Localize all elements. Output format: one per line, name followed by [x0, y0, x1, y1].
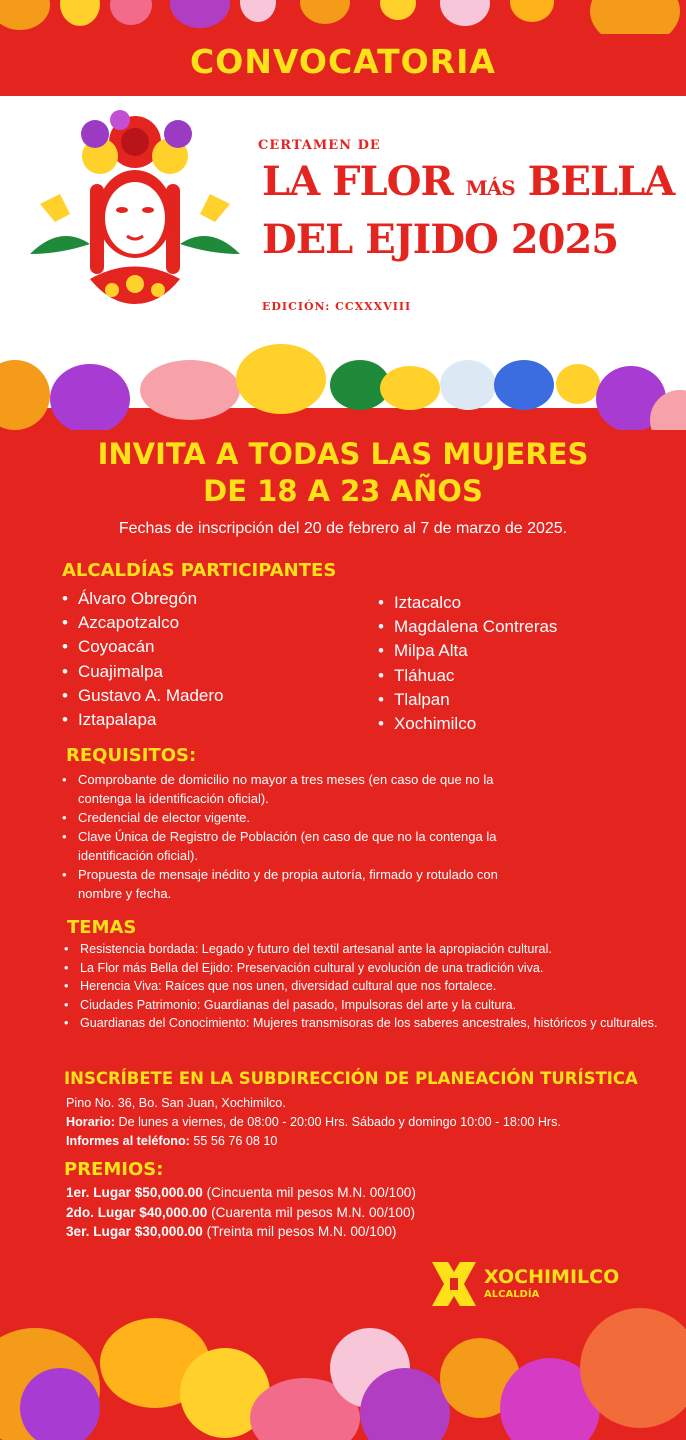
list-item: • Milpa Alta — [378, 639, 557, 663]
prize-row: 3er. Lugar $30,000.00 (Treinta mil pesos M.N. 00/100) — [66, 1224, 397, 1239]
list-item: • Xochimilco — [378, 712, 557, 736]
list-item: • Ciudades Patrimonio: Guardianas del pasado, Impulsoras del arte y la cultura. — [64, 996, 664, 1015]
logo-subtitle: ALCALDÍA — [484, 1289, 540, 1300]
logo-name: XOCHIMILCO — [484, 1266, 620, 1288]
premios-heading: PREMIOS: — [64, 1159, 164, 1180]
list-item: • La Flor más Bella del Ejido: Preservación cultural y evolución de una tradición viva. — [64, 959, 664, 978]
convocatoria-heading: CONVOCATORIA — [190, 42, 496, 81]
inscribete-details — [66, 1094, 561, 1151]
informes-line: Informes al teléfono: 55 56 76 08 10 — [66, 1134, 278, 1148]
middle-flower-border — [0, 330, 686, 430]
certamen-label: CERTAMEN DE — [258, 138, 381, 153]
list-item: • Gustavo A. Madero — [62, 684, 223, 708]
list-item: • Propuesta de mensaje inédito y de propia autoría, firmado y rotulado con nombre y fecha. — [62, 865, 542, 903]
list-item: • Iztapalapa — [62, 708, 223, 732]
list-item: • Comprobante de domicilio no mayor a tres meses (en caso de que no la contenga la identificación oficial). — [62, 770, 542, 808]
list-item: • Guardianas del Conocimiento: Mujeres transmisoras de los saberes ancestrales, históricos y culturales. — [64, 1014, 664, 1033]
invitation-heading: INVITA A TODAS LAS MUJERES DE 18 A 23 AÑOS — [97, 437, 589, 508]
list-item: • Tlalpan — [378, 688, 557, 712]
edition-label: EDICIÓN: CCXXXVIII — [262, 300, 412, 313]
contest-title-line2: DEL EJIDO 2025 — [262, 216, 619, 263]
list-item: • Credencial de elector vigente. — [62, 808, 542, 827]
list-item: • Magdalena Contreras — [378, 615, 557, 639]
prize-row: 1er. Lugar $50,000.00 (Cincuenta mil pesos M.N. 00/100) — [66, 1185, 416, 1200]
inscribete-heading: INSCRÍBETE EN LA SUBDIRECCIÓN DE PLANEACIÓN TURÍSTICA — [64, 1069, 638, 1088]
temas-heading: TEMAS — [67, 917, 137, 938]
temas-list — [64, 940, 664, 1033]
bottom-flower-border — [0, 1298, 686, 1440]
list-item: • Herencia Viva: Raíces que nos unen, diversidad cultural que nos fortalece. — [64, 977, 664, 996]
contest-title-line1: LA FLOR MÁS BELLA — [262, 158, 675, 205]
list-item: • Iztacalco — [378, 591, 557, 615]
horario-line: Horario: De lunes a viernes, de 08:00 - 20:00 Hrs. Sábado y domingo 10:00 - 18:00 Hrs. — [66, 1115, 561, 1129]
list-item: • Álvaro Obregón — [62, 587, 223, 611]
list-item: • Cuajimalpa — [62, 660, 223, 684]
requisitos-heading: REQUISITOS: — [66, 745, 197, 766]
list-item: • Tláhuac — [378, 664, 557, 688]
list-item: • Clave Única de Registro de Población (en caso de que no la contenga la identificación oficial). — [62, 827, 542, 865]
alcaldias-list-right — [378, 591, 557, 736]
premios-list — [66, 1183, 416, 1242]
top-flower-border — [0, 0, 686, 34]
registration-dates: Fechas de inscripción del 20 de febrero al 7 de marzo de 2025. — [118, 520, 568, 537]
list-item: • Coyoacán — [62, 635, 223, 659]
prize-row: 2do. Lugar $40,000.00 (Cuarenta mil pesos M.N. 00/100) — [66, 1204, 416, 1220]
alcaldias-list-left — [62, 587, 223, 732]
requisitos-list — [62, 770, 542, 903]
list-item: • Azcapotzalco — [62, 611, 223, 635]
address: Pino No. 36, Bo. San Juan, Xochimilco. — [66, 1096, 286, 1110]
alcaldias-heading: ALCALDÍAS PARTICIPANTES — [62, 560, 337, 581]
flower-girl-illustration — [20, 104, 250, 314]
list-item: • Resistencia bordada: Legado y futuro del textil artesanal ante la apropiación cultural. — [64, 940, 664, 959]
